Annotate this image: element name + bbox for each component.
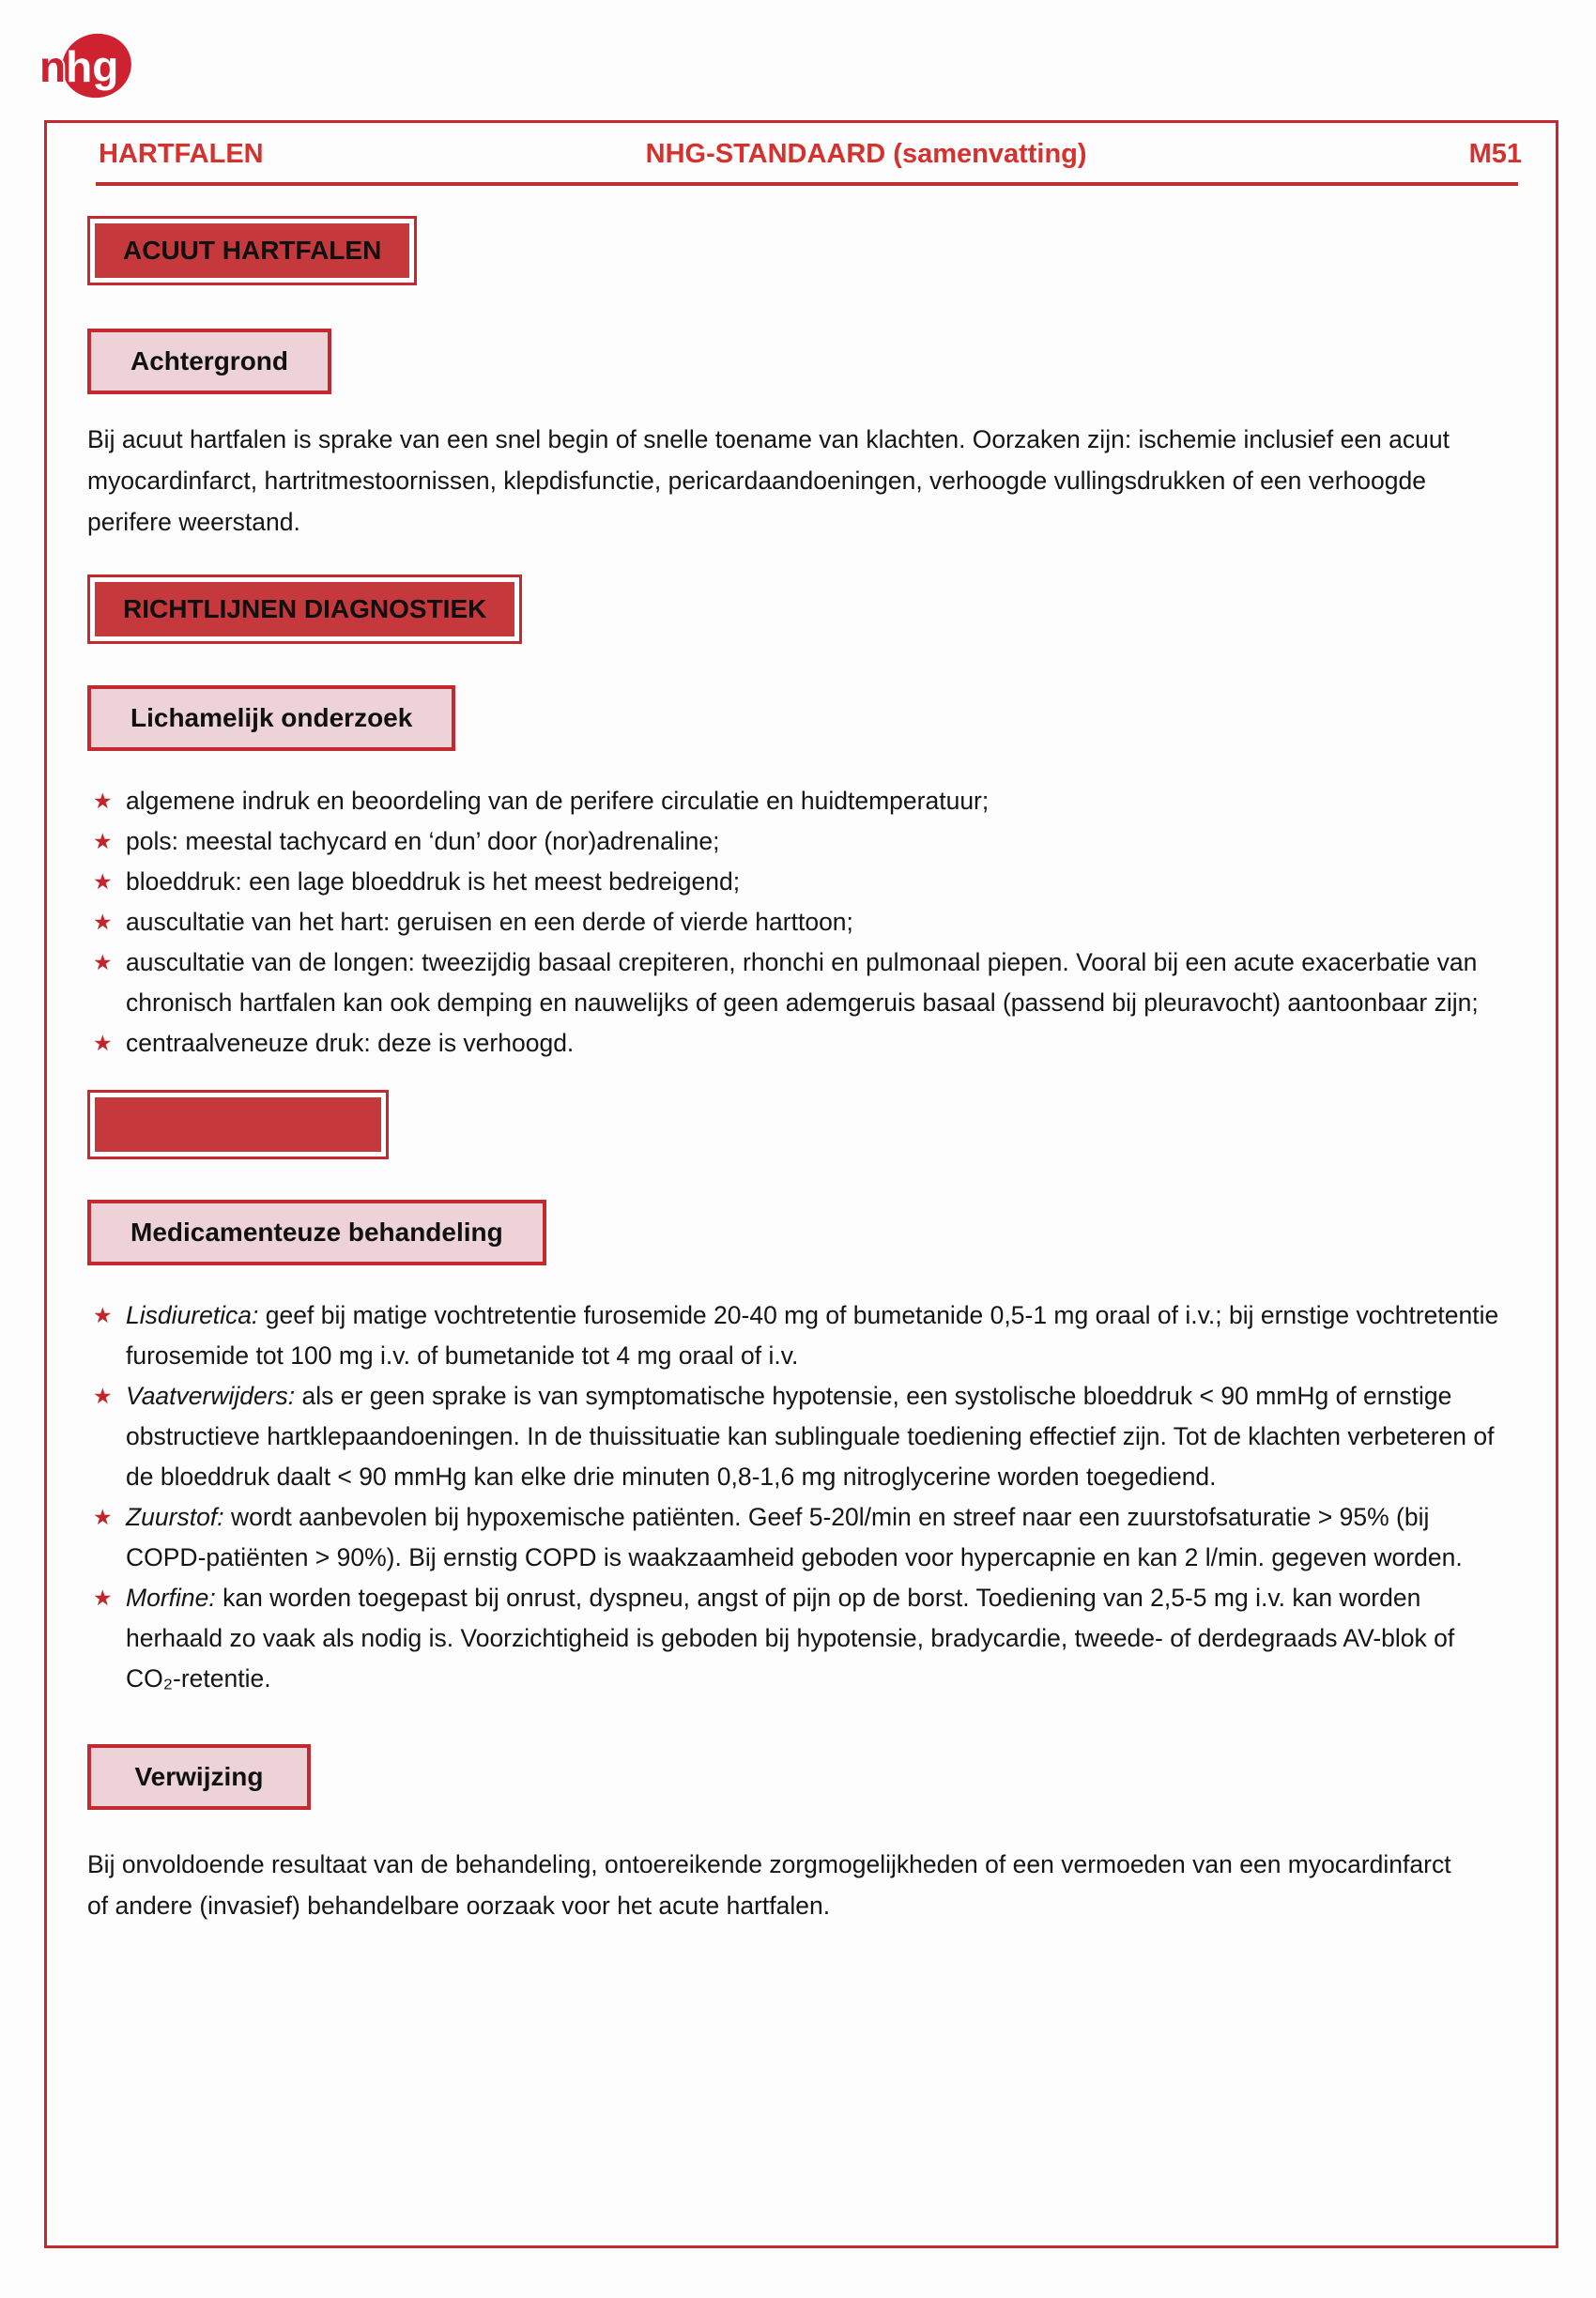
list-item [87,1376,1499,1497]
star-bullet-icon: ★ [93,1384,113,1408]
list-item-text: geef bij matige vochtretentie furosemide 20-40 mg of bumetanide 0,5-1 mg oraal of i.v.; bij ernstige vochtretentie furosemide tot 100 mg i.v. of bumetanide tot 4 mg oraal of i.v. [126,1301,1499,1370]
list-item [87,1023,1499,1064]
page-frame [44,120,1558,2248]
list-item-text: wordt aanbevolen bij hypoxemische patiënten. Geef 5-20l/min en streef naar een zuurstofsaturatie > 95% (bij COPD-patiënten > 90%). Bij ernstig COPD is waakzaamheid geboden voor hypercapnie en kan 2 l/min. gegeven worden. [126,1503,1463,1571]
section-title-medicamenteuze-behandeling: Medicamenteuze behandeling [87,1200,546,1265]
star-bullet-icon: ★ [93,829,113,853]
banner-blank [87,1090,389,1159]
list-item-text: algemene indruk en beoordeling van de perifere circulatie en huidtemperatuur; [126,787,990,815]
section-title-lichamelijk-onderzoek: Lichamelijk onderzoek [87,685,455,751]
list-item-text: auscultatie van het hart: geruisen en een derde of vierde harttoon; [126,908,853,936]
nhg-logo-letter-n: n [39,42,67,91]
section-title-achtergrond: Achtergrond [87,329,331,394]
page-content [47,186,1556,1926]
drug-name: Vaatverwijders: [126,1382,296,1410]
standard-code: M51 [1468,139,1522,169]
star-bullet-icon: ★ [93,869,113,894]
achtergrond-paragraph: Bij acuut hartfalen is sprake van een snel begin of snelle toename van klachten. Oorzaken zijn: ischemie inclusief een acuut myocardinfarct, hartritmestoornissen, klepdisfunctie, pericardaandoeningen, verhoogde vullingsdrukken of een verhoogde perifere weerstand. [87,425,1450,536]
list-item [87,1295,1499,1376]
lichamelijk-onderzoek-list [87,781,1499,1064]
star-bullet-icon: ★ [93,1586,113,1610]
star-bullet-icon: ★ [93,1303,113,1327]
list-item-text: kan worden toegepast bij onrust, dyspneu, angst of pijn op de borst. Toediening van 2,5-5 mg i.v. kan worden herhaald zo vaak als nodig is. Voorzichtigheid is geboden bij hypotensie, bradycardie, tweede- of derdegraads AV-blok of CO₂-retentie. [126,1584,1455,1693]
drug-name: Lisdiuretica: [126,1301,259,1329]
list-item-text: pols: meestal tachycard en ‘dun’ door (nor)adrenaline; [126,827,720,855]
drug-name: Zuurstof: [126,1503,224,1531]
drug-name: Morfine: [126,1584,216,1612]
star-bullet-icon: ★ [93,910,113,934]
banner-acuut-hartfalen [87,216,417,285]
banner-richtlijnen-diagnostiek [87,574,522,644]
star-bullet-icon: ★ [93,789,113,813]
page-header [47,123,1556,170]
banner-richtlijnen-diagnostiek-label: RICHTLIJNEN DIAGNOSTIEK [95,582,514,636]
nhg-logo [38,26,141,115]
list-item [87,862,1499,902]
list-item [87,942,1499,1023]
banner-acuut-hartfalen-label: ACUUT HARTFALEN [95,223,409,278]
star-bullet-icon: ★ [93,1505,113,1529]
list-item-text: centraalveneuze druk: deze is verhoogd. [126,1029,575,1057]
standard-subtitle: NHG-STANDAARD (samenvatting) [645,139,1087,169]
verwijzing-paragraph: Bij onvoldoende resultaat van de behandeling, ontoereikende zorgmogelijkheden of een vermoeden van een myocardinfarct of andere (invasief) behandelbare oorzaak voor het acute hartfalen. [87,1850,1451,1920]
list-item-text: bloeddruk: een lage bloeddruk is het meest bedreigend; [126,867,741,896]
list-item [87,781,1499,821]
nhg-logo-letters-hg: hg [66,42,119,91]
medicamenteuze-behandeling-list [87,1295,1499,1699]
star-bullet-icon: ★ [93,950,113,974]
star-bullet-icon: ★ [93,1031,113,1055]
list-item-text: auscultatie van de longen: tweezijdig basaal crepiteren, rhonchi en pulmonaal piepen. Vooral bij een acute exacerbatie van chronisch hartfalen kan ook demping en nauwelijks of geen ademgeruis basaal (passend bij pleuravocht) aantoonbaar zijn; [126,948,1479,1017]
banner-blank-label [95,1097,381,1152]
list-item [87,1497,1499,1578]
nhg-logo-text [39,41,118,92]
list-item [87,1578,1499,1699]
list-item [87,821,1499,862]
list-item-text: als er geen sprake is van symptomatische hypotensie, een systolische bloeddruk < 90 mmHg of ernstige obstructieve hartklepaandoeningen. In de thuissituatie kan sublinguale toediening effectief zijn. Tot de klachten verbeteren of de bloeddruk daalt < 90 mmHg kan elke drie minuten 0,8-1,6 mg nitroglycerine worden toegediend. [126,1382,1495,1491]
document-title: HARTFALEN [99,139,264,169]
list-item [87,902,1499,942]
section-title-verwijzing: Verwijzing [87,1744,311,1810]
